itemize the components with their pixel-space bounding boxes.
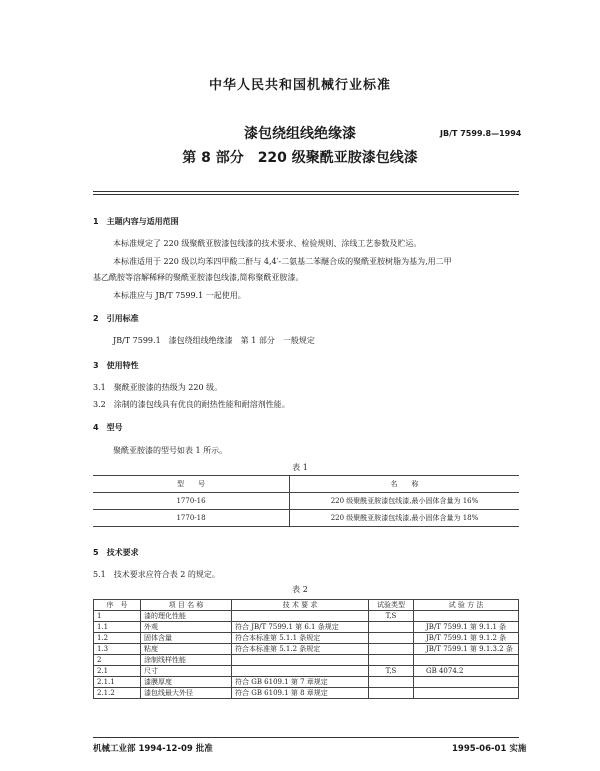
table-cell xyxy=(232,666,369,677)
table-cell: 1.3 xyxy=(94,644,141,655)
table-cell xyxy=(414,688,519,699)
table-cell: 220 级聚酰亚胺漆包线漆,最小固体含量为 16% xyxy=(290,493,520,510)
section-1-paragraph-3: 本标准应与 JB/T 7599.1 一起使用。 xyxy=(113,291,246,300)
table-cell xyxy=(414,677,519,688)
table-cell: 1.1 xyxy=(94,622,141,633)
table-row xyxy=(93,510,519,527)
table-header-row xyxy=(93,476,519,493)
section-5-item-1: 5.1 技术要求应符合表 2 的规定。 xyxy=(93,570,220,579)
table-cell: JB/T 7599.1 第 9.1.2 条 xyxy=(414,633,519,644)
section-1-paragraph-2a: 本标准适用于 220 级以均苯四甲酸二酐与 4,4′-二氨基二苯醚合成的聚酰亚胺树脂为基为,用二甲 xyxy=(113,257,452,266)
table-cell: 符合 GB 6109.1 第 8 章规定 xyxy=(232,688,369,699)
table-1-caption: 表 1 xyxy=(292,463,308,472)
table-cell: 1770-16 xyxy=(93,493,290,510)
table-cell: 漆包线最大外径 xyxy=(141,688,232,699)
table-row xyxy=(94,633,519,644)
table-cell: 符合本标准第 5.1.2 条规定 xyxy=(232,644,369,655)
effective-date: 1995-06-01 实施 xyxy=(452,744,527,754)
table-cell: 外观 xyxy=(141,622,232,633)
table-cell: 漆膜厚度 xyxy=(141,677,232,688)
table-header-cell: 项 目 名 称 xyxy=(141,600,232,611)
table-cell: JB/T 7599.1 第 9.1.1 条 xyxy=(414,622,519,633)
table-cell xyxy=(369,633,414,644)
section-3-item-2: 3.2 涂制的漆包线具有优良的耐热性能和耐溶剂性能。 xyxy=(93,400,290,409)
table-cell: 符合 GB 6109.1 第 7 章规定 xyxy=(232,677,369,688)
table-cell xyxy=(369,644,414,655)
table-cell xyxy=(414,655,519,666)
table-row xyxy=(94,611,519,622)
issuing-organization: 中华人民共和国机械行业标准 xyxy=(208,78,391,93)
table-2-caption: 表 2 xyxy=(292,585,308,594)
section-2-reference: JB/T 7599.1 漆包绕组线绝缘漆 第 1 部分 一般规定 xyxy=(113,336,315,345)
table-cell: 2 xyxy=(94,655,141,666)
table-cell xyxy=(369,688,414,699)
table-cell: JB/T 7599.1 第 9.1.3.2 条 xyxy=(414,644,519,655)
table-cell: 尺寸 xyxy=(141,666,232,677)
table-cell: 粘度 xyxy=(141,644,232,655)
table-row xyxy=(94,622,519,633)
table-cell: 符合 JB/T 7599.1 第 6.1 条规定 xyxy=(232,622,369,633)
table-row xyxy=(94,666,519,677)
approval-date: 机械工业部 1994-12-09 批准 xyxy=(93,744,213,754)
table-header-cell: 试验类型 xyxy=(369,600,414,611)
section-3-heading: 3 使用特性 xyxy=(93,361,139,370)
table-cell xyxy=(232,655,369,666)
table-cell: T,S xyxy=(369,666,414,677)
table-cell: 符合本标准第 5.1.1 条规定 xyxy=(232,633,369,644)
table-header-cell: 序 号 xyxy=(94,600,141,611)
table-cell: GB 4074.2 xyxy=(414,666,519,677)
section-1-paragraph-1: 本标准规定了 220 级聚酰亚胺漆包线漆的技术要求、检验规则、涂线工艺参数及贮运。 xyxy=(113,239,422,248)
table-cell: 220 级聚酰亚胺漆包线漆,最小固体含量为 18% xyxy=(290,510,520,527)
header-rule-top xyxy=(93,191,519,192)
table-cell xyxy=(369,677,414,688)
header-rule-bottom xyxy=(93,194,519,195)
section-4-heading: 4 型号 xyxy=(93,423,123,432)
table-header-cell: 试 验 方 法 xyxy=(414,600,519,611)
table-row xyxy=(94,688,519,699)
table-cell: 漆的理化性能 xyxy=(141,611,232,622)
table-cell: 涂制线样性能 xyxy=(141,655,232,666)
table-cell xyxy=(414,611,519,622)
table-cell: 1.2 xyxy=(94,633,141,644)
standard-number: JB/T 7599.8—1994 xyxy=(440,129,522,138)
table-header-cell: 型 号 xyxy=(93,476,290,493)
table-row xyxy=(93,493,519,510)
table-cell: T,S xyxy=(369,611,414,622)
table-header-row xyxy=(94,600,519,611)
section-1-heading: 1 主题内容与适用范围 xyxy=(93,217,179,226)
section-1-paragraph-2b: 基乙酰胺等溶解稀释的聚酰亚胺漆包线漆,简称聚酰亚胺漆。 xyxy=(93,273,304,282)
table-cell: 2.1.2 xyxy=(94,688,141,699)
table-row xyxy=(94,677,519,688)
table-cell: 2.1.1 xyxy=(94,677,141,688)
table-cell xyxy=(232,611,369,622)
table-header-cell: 技 术 要 求 xyxy=(232,600,369,611)
footer-rule xyxy=(93,737,519,738)
document-title-line2: 第 8 部分 220 级聚酰亚胺漆包线漆 xyxy=(182,150,418,166)
table-header-cell: 名 称 xyxy=(290,476,520,493)
table-cell: 2.1 xyxy=(94,666,141,677)
section-2-heading: 2 引用标准 xyxy=(93,314,139,323)
table-row xyxy=(94,655,519,666)
section-4-paragraph: 聚酰亚胺漆的型号如表 1 所示。 xyxy=(113,446,228,455)
table-1 xyxy=(93,475,519,527)
table-cell xyxy=(369,622,414,633)
table-cell: 1 xyxy=(94,611,141,622)
table-cell: 固体含量 xyxy=(141,633,232,644)
table-cell xyxy=(369,655,414,666)
section-5-heading: 5 技术要求 xyxy=(93,548,139,557)
table-cell: 1770-18 xyxy=(93,510,290,527)
table-row xyxy=(94,644,519,655)
section-3-item-1: 3.1 聚酰亚胺漆的热级为 220 级。 xyxy=(93,383,223,392)
document-title-line1: 漆包绕组线绝缘漆 xyxy=(244,126,356,142)
table-2 xyxy=(93,599,519,699)
